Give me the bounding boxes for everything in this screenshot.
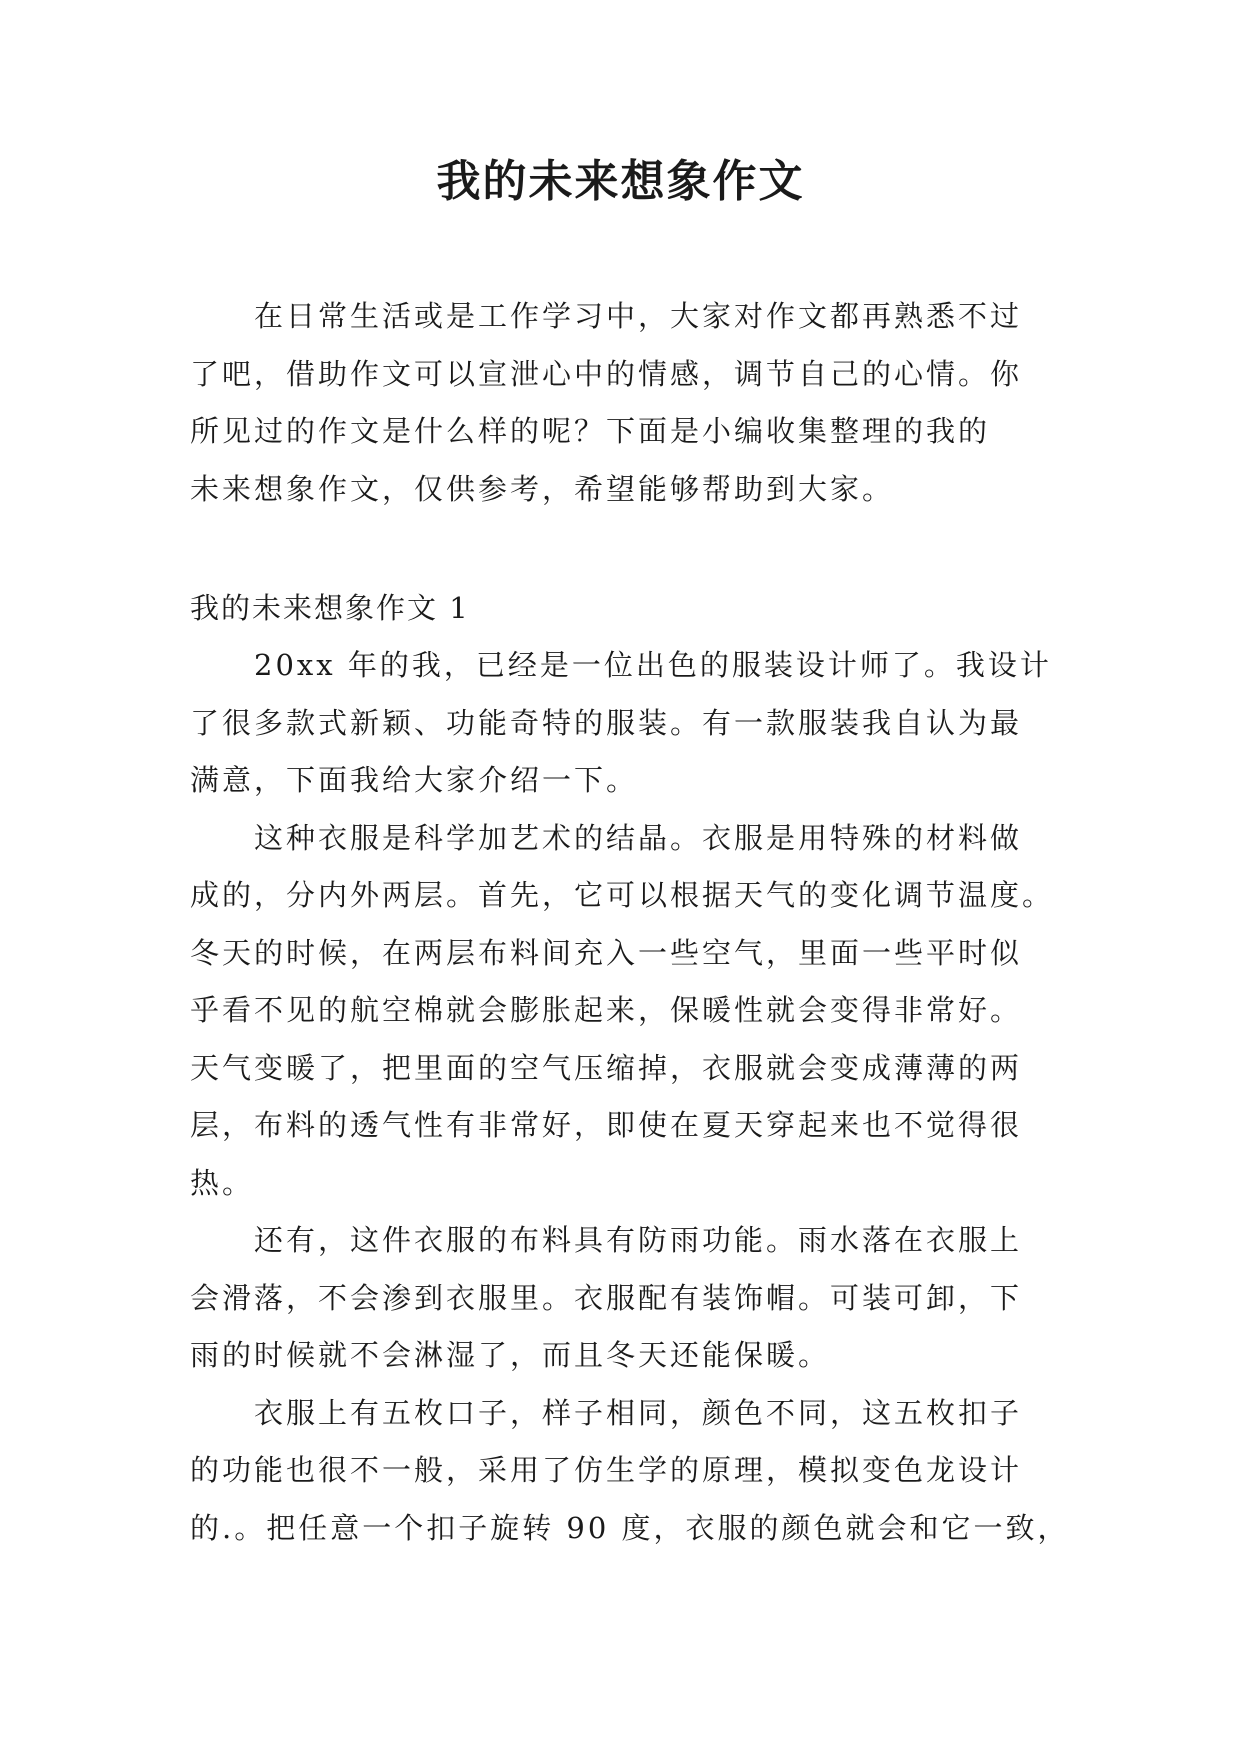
text-line: 了很多款式新颖、功能奇特的服装。有一款服装我自认为最 <box>190 705 1023 740</box>
text-line: 雨的时候就不会淋湿了，而且冬天还能保暖。 <box>190 1338 831 1372</box>
text-line: 20xx 年的我，已经是一位出色的服装设计师了。我设计 <box>254 648 1052 682</box>
text-line: 的.。把任意一个扣子旋转 90 度，衣服的颜色就会和它一致， <box>190 1510 1070 1545</box>
text-line: 未来想象作文，仅供参考，希望能够帮助到大家。 <box>190 471 895 506</box>
text-line: 所见过的作文是什么样的呢？下面是小编收集整理的我的 <box>190 414 991 448</box>
text-line: 在日常生活或是工作学习中，大家对作文都再熟悉不过 <box>254 299 1023 333</box>
text-line: 这种衣服是科学加艺术的结晶。衣服是用特殊的材料做 <box>254 820 1023 855</box>
essay-body <box>190 637 1070 1557</box>
text-line: 的功能也很不一般，采用了仿生学的原理，模拟变色龙设计 <box>190 1453 1023 1487</box>
text-line: 热。 <box>190 1165 255 1200</box>
intro-text <box>190 288 1050 518</box>
essay-paragraph <box>190 1385 1070 1558</box>
text-line: 会滑落，不会渗到衣服里。衣服配有装饰帽。可装可卸，下 <box>190 1280 1023 1315</box>
text-line: 还有，这件衣服的布料具有防雨功能。雨水落在衣服上 <box>254 1223 1023 1257</box>
essay-paragraph <box>190 637 1050 810</box>
page-title: 我的未来想象作文 <box>436 156 805 207</box>
text-line: 满意，下面我给大家介绍一下。 <box>190 763 639 797</box>
text-line: 了吧，借助作文可以宣泄心中的情感，调节自己的心情。你 <box>190 356 1023 391</box>
text-line: 层，布料的透气性有非常好，即使在夏天穿起来也不觉得很 <box>190 1108 1023 1142</box>
intro-paragraph <box>190 288 1050 518</box>
section-heading: 我的未来想象作文 1 <box>190 591 470 625</box>
essay-paragraph <box>190 810 1055 1213</box>
text-line: 天气变暖了，把里面的空气压缩掉，衣服就会变成薄薄的两 <box>190 1050 1023 1085</box>
text-line: 冬天的时候，在两层布料间充入一些空气，里面一些平时似 <box>190 935 1023 970</box>
text-line: 乎看不见的航空棉就会膨胀起来，保暖性就会变得非常好。 <box>190 993 1023 1027</box>
text-line: 衣服上有五枚口子，样子相同，颜色不同，这五枚扣子 <box>254 1395 1023 1430</box>
essay-paragraph <box>190 1212 1050 1385</box>
text-line: 成的，分内外两层。首先，它可以根据天气的变化调节温度。 <box>190 878 1055 912</box>
